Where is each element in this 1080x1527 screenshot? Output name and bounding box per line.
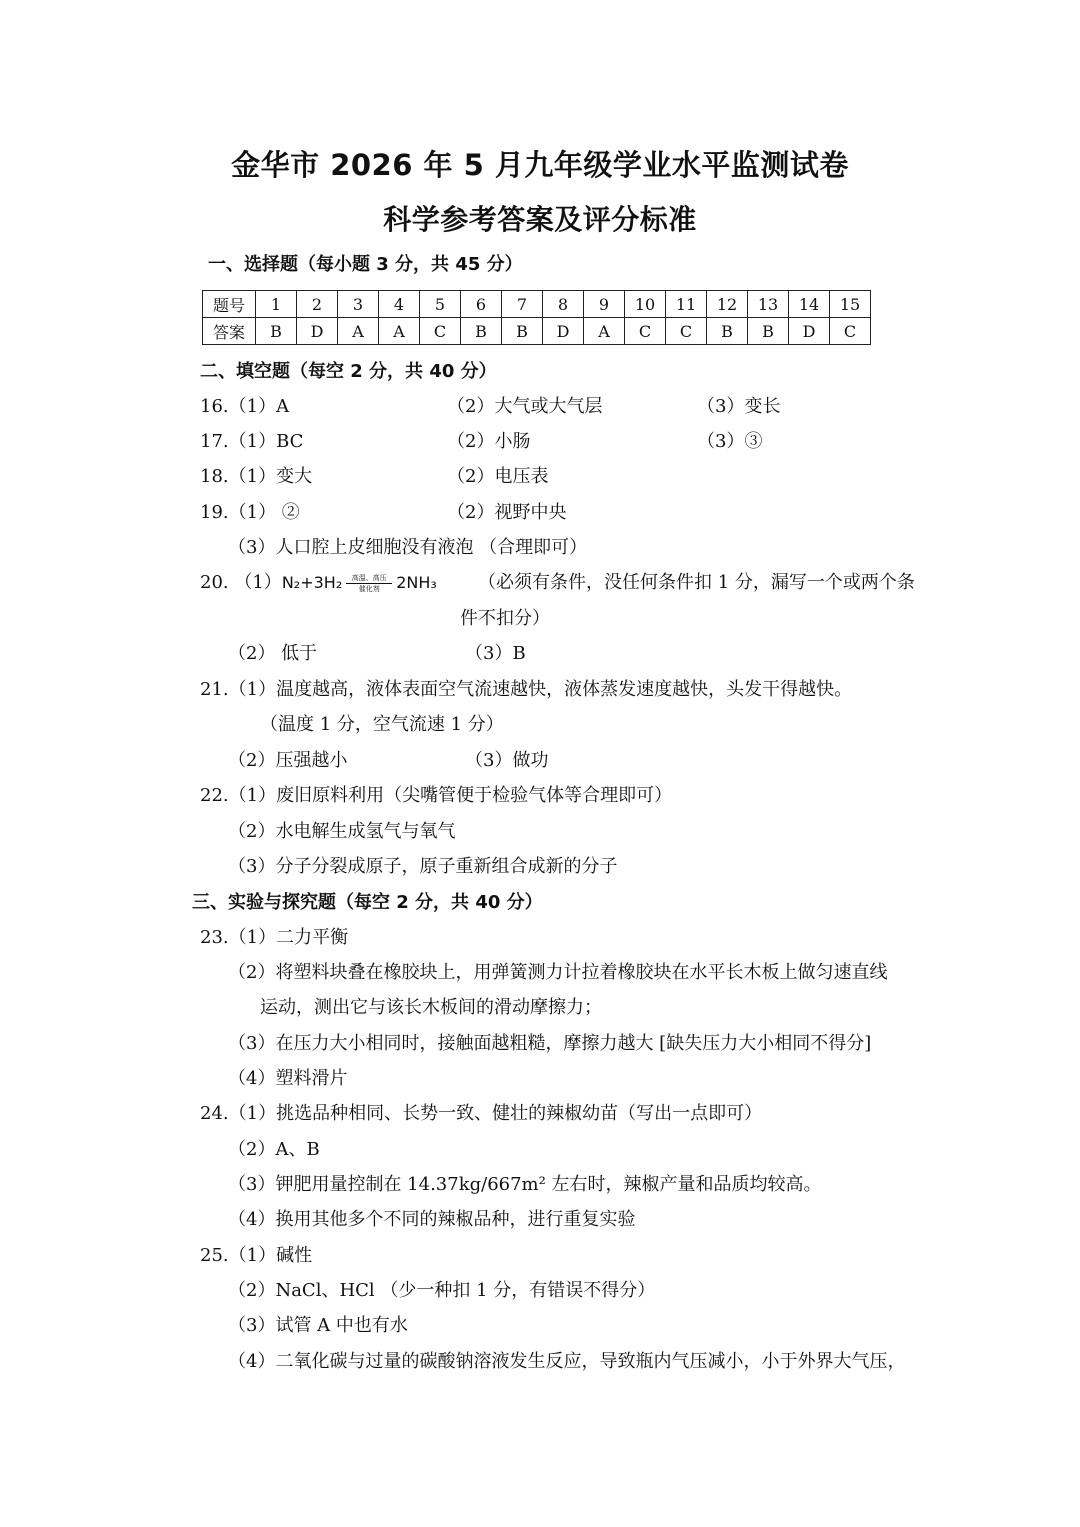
answer-16-2: （2）大气或大气层	[447, 396, 603, 417]
answer-24-1: 24.（1）挑选品种相同、长势一致、健壮的辣椒幼苗（写出一点即可）	[200, 1103, 763, 1124]
table-row-label: 题号	[203, 291, 256, 318]
reaction-arrow	[346, 574, 392, 593]
section-2-heading: 二、填空题（每空 2 分，共 40 分）	[200, 361, 497, 382]
answer-22-1: 22.（1）废旧原料利用（尖嘴管便于检验气体等合理即可）	[200, 785, 673, 806]
equation-reactants: N₂+3H₂	[281, 573, 343, 592]
answer-20-2: （2） 低于	[228, 643, 318, 664]
answer-23-3: （3）在压力大小相同时，接触面越粗糙，摩擦力越大 [缺失压力大小相同不得分]	[228, 1033, 872, 1054]
answer-21-1: 21.（1）温度越高，液体表面空气流速越快，液体蒸发速度越快，头发干得越快。	[200, 679, 853, 700]
reaction-condition-bottom: 催化剂	[358, 585, 380, 593]
table-cell: A	[338, 318, 379, 345]
answer-23-1: 23.（1）二力平衡	[200, 927, 349, 948]
answer-18-2: （2）电压表	[447, 466, 549, 487]
answer-17-3: （3）③	[697, 431, 763, 452]
answer-19-1: 19.（1） ②	[200, 502, 300, 523]
answer-23-2-cont: 运动，测出它与该长木板间的滑动摩擦力；	[260, 997, 602, 1018]
answer-22-3: （3）分子分裂成原子，原子重新组合成新的分子	[228, 856, 618, 877]
answer-23-2: （2）将塑料块叠在橡胶块上，用弹簧测力计拉着橡胶块在水平长木板上做匀速直线	[228, 962, 888, 983]
table-cell: D	[297, 318, 338, 345]
reaction-condition-top: 高温、高压	[351, 574, 387, 582]
table-cell: 11	[666, 291, 707, 318]
page-subtitle: 科学参考答案及评分标准	[383, 203, 697, 236]
answer-16-3: （3）变长	[697, 396, 781, 417]
answer-21-2: （2）压强越小	[228, 750, 348, 771]
table-cell: 9	[584, 291, 625, 318]
table-cell: 8	[543, 291, 584, 318]
table-cell: C	[666, 318, 707, 345]
answer-16-1: 16.（1）A	[200, 396, 290, 417]
table-cell: D	[789, 318, 830, 345]
answer-19-3: （3）人口腔上皮细胞没有液泡 （合理即可）	[228, 537, 588, 558]
table-row	[203, 318, 871, 345]
answer-22-2: （2）水电解生成氢气与氧气	[228, 821, 456, 842]
table-cell: 7	[502, 291, 543, 318]
answer-20-3: （3）B	[465, 643, 526, 664]
answer-21-3: （3）做功	[465, 750, 549, 771]
answer-24-3: （3）钾肥用量控制在 14.37kg/667m² 左右时，辣椒产量和品质均较高。	[228, 1174, 822, 1195]
table-cell: 1	[256, 291, 297, 318]
answer-25-2: （2）NaCl、HCl （少一种扣 1 分，有错误不得分）	[228, 1280, 656, 1301]
table-cell: 15	[830, 291, 871, 318]
equation-products: 2NH₃	[396, 573, 437, 592]
table-cell: 5	[420, 291, 461, 318]
answer-20-1	[200, 568, 437, 594]
table-row	[203, 291, 871, 318]
table-cell: B	[502, 318, 543, 345]
table-cell: 14	[789, 291, 830, 318]
table-row-label: 答案	[203, 318, 256, 345]
answer-20-prefix: 20. （1）	[200, 572, 282, 593]
table-cell: A	[584, 318, 625, 345]
answer-20-note-cont: 件不扣分）	[460, 608, 550, 629]
table-cell: C	[625, 318, 666, 345]
answer-25-3: （3）试管 A 中也有水	[228, 1315, 408, 1336]
table-cell: 4	[379, 291, 420, 318]
answer-17-1: 17.（1）BC	[200, 431, 304, 452]
table-cell: A	[379, 318, 420, 345]
answer-19-2: （2）视野中央	[447, 502, 567, 523]
table-cell: C	[830, 318, 871, 345]
table-cell: 12	[707, 291, 748, 318]
answer-21-1-note: （温度 1 分，空气流速 1 分）	[260, 714, 504, 735]
table-cell: B	[707, 318, 748, 345]
page-title: 金华市 2026 年 5 月九年级学业水平监测试卷	[231, 148, 849, 182]
table-cell: 2	[297, 291, 338, 318]
answer-23-4: （4）塑料滑片	[228, 1068, 348, 1089]
answer-25-4: （4）二氧化碳与过量的碳酸钠溶液发生反应，导致瓶内气压减小，小于外界大气压，	[228, 1351, 906, 1372]
chemical-equation	[282, 573, 437, 593]
answer-20-note: （必须有条件，没任何条件扣 1 分，漏写一个或两个条	[478, 572, 915, 593]
table-cell: B	[256, 318, 297, 345]
section-1-heading: 一、选择题（每小题 3 分，共 45 分）	[208, 254, 523, 275]
table-cell: 6	[461, 291, 502, 318]
answer-24-4: （4）换用其他多个不同的辣椒品种，进行重复实验	[228, 1209, 636, 1230]
table-cell: 10	[625, 291, 666, 318]
table-cell: D	[543, 318, 584, 345]
section-3-heading: 三、实验与探究题（每空 2 分，共 40 分）	[192, 892, 543, 913]
table-cell: C	[420, 318, 461, 345]
answer-24-2: （2）A、B	[228, 1139, 320, 1160]
table-cell: 13	[748, 291, 789, 318]
table-cell: B	[748, 318, 789, 345]
answer-17-2: （2）小肠	[447, 431, 531, 452]
table-cell: B	[461, 318, 502, 345]
answer-25-1: 25.（1）碱性	[200, 1245, 313, 1266]
answer-table	[202, 290, 871, 345]
answer-18-1: 18.（1）变大	[200, 466, 313, 487]
table-cell: 3	[338, 291, 379, 318]
